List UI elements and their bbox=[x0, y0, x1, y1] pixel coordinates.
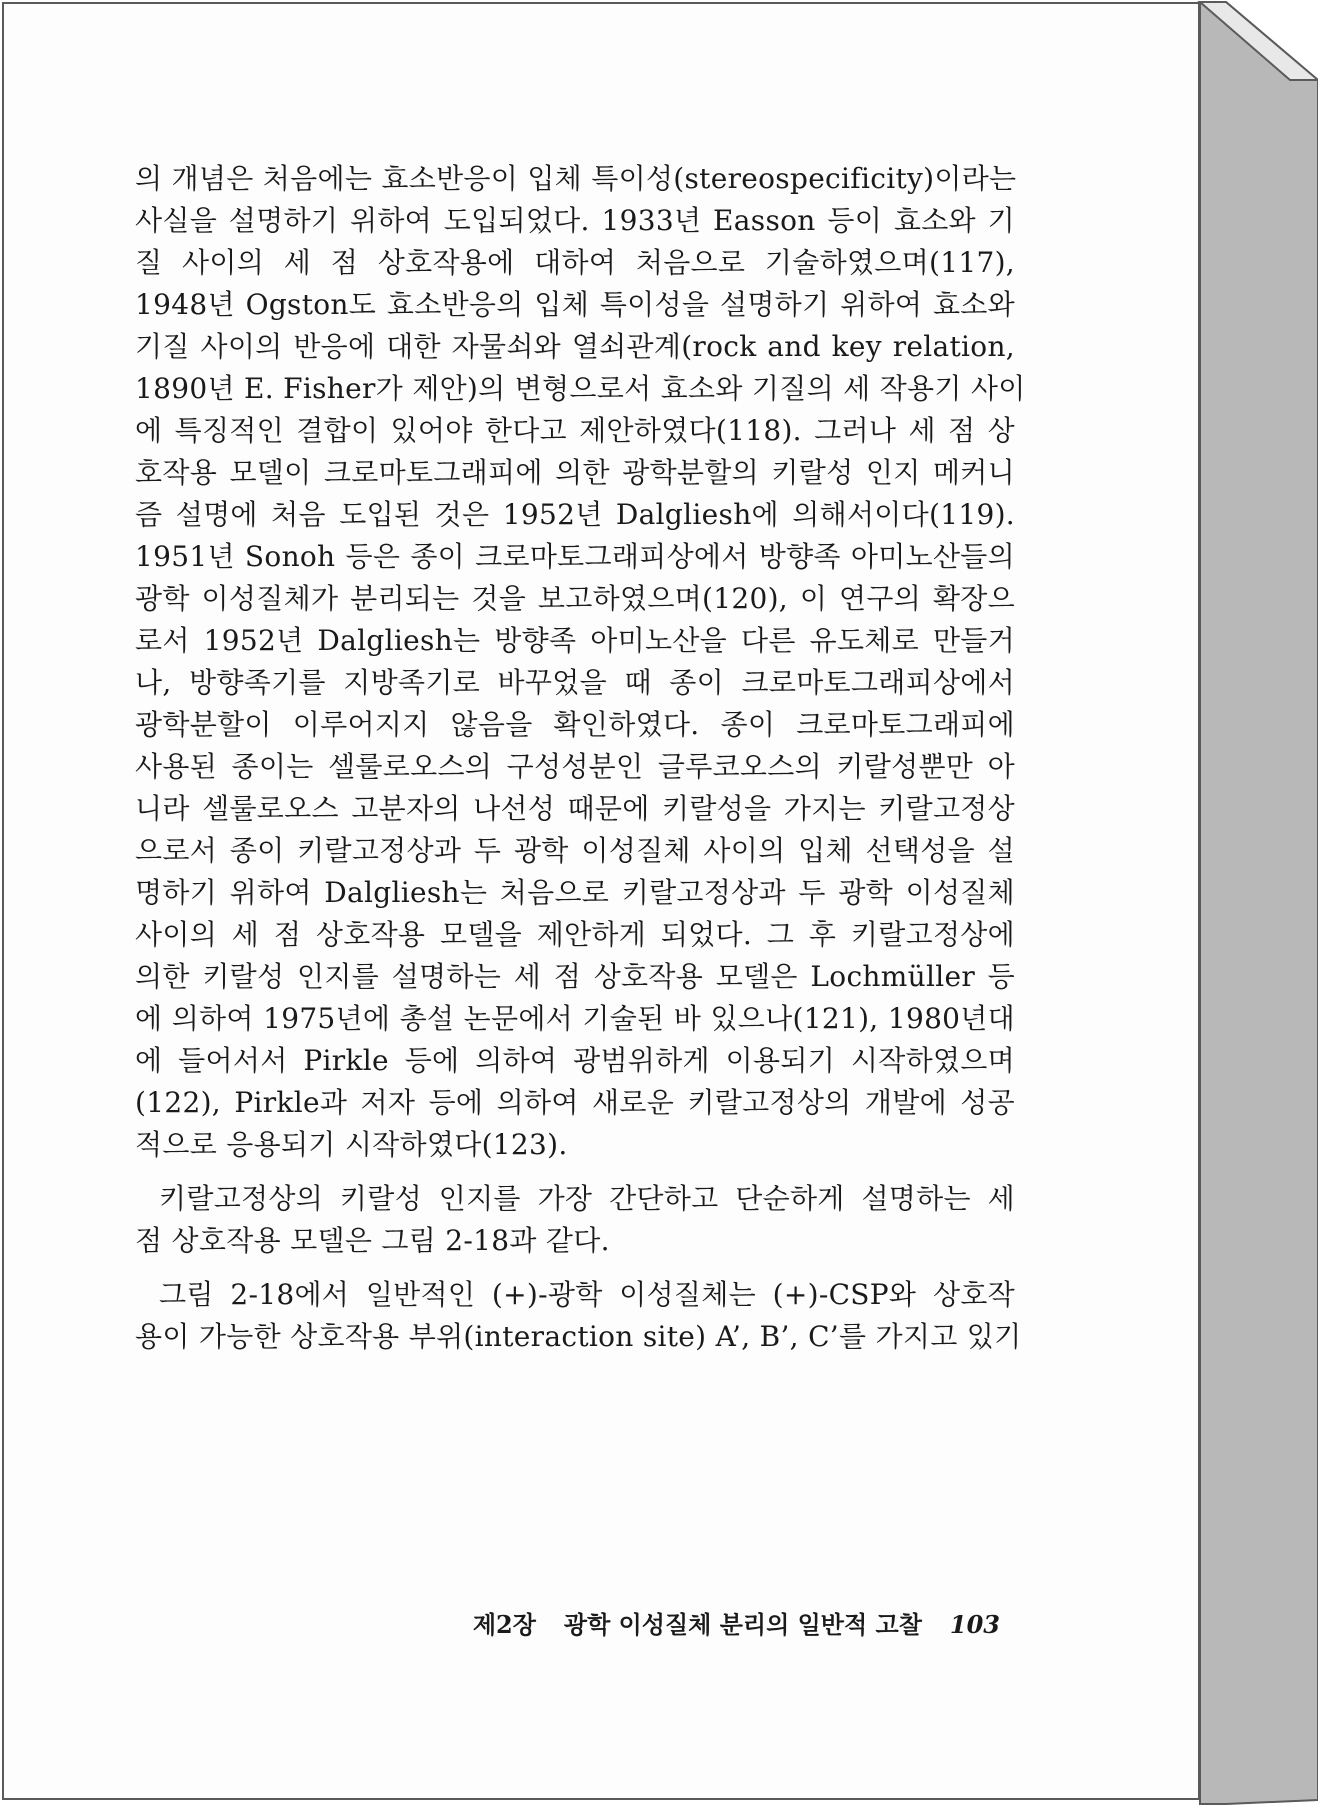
text-line: 호작용 모델이 크로마토그래피에 의한 광학분할의 키랄성 인지 메커니 bbox=[135, 456, 1015, 489]
paragraph-2 bbox=[135, 1178, 1015, 1262]
body-text bbox=[135, 158, 1026, 1358]
text-line: 점 상호작용 모델은 그림 2-18과 같다. bbox=[135, 1224, 610, 1257]
text-line: 적으로 응용되기 시작하였다(123). bbox=[135, 1128, 568, 1161]
text-line: (122), Pirkle과 저자 등에 의하여 새로운 키랄고정상의 개발에 성공 bbox=[135, 1086, 1015, 1119]
running-footer bbox=[440, 1605, 1000, 1645]
text-line: 광학 이성질체가 분리되는 것을 보고하였으며(120), 이 연구의 확장으 bbox=[135, 582, 1015, 615]
text-line: 사이의 세 점 상호작용 모델을 제안하게 되었다. 그 후 키랄고정상에 bbox=[135, 918, 1015, 951]
text-line: 1951년 Sonoh 등은 종이 크로마토그래피상에서 방향족 아미노산들의 bbox=[135, 540, 1015, 573]
text-line: 에 들어서서 Pirkle 등에 의하여 광범위하게 이용되기 시작하였으며 bbox=[135, 1044, 1015, 1077]
text-line: 광학분할이 이루어지지 않음을 확인하였다. 종이 크로마토그래피에 bbox=[135, 708, 1015, 741]
text-line: 에 의하여 1975년에 총설 논문에서 기술된 바 있으나(121), 1980년대 bbox=[135, 1002, 1015, 1035]
text-line: 용이 가능한 상호작용 부위(interaction site) A’, B’, C’를 가지고 있기 bbox=[135, 1320, 1022, 1353]
text-line: 에 특징적인 결합이 있어야 한다고 제안하였다(118). 그러나 세 점 상 bbox=[135, 414, 1015, 447]
text-line: 로서 1952년 Dalgliesh는 방향족 아미노산을 다른 유도체로 만들거 bbox=[135, 624, 1015, 657]
text-line: 명하기 위하여 Dalgliesh는 처음으로 키랄고정상과 두 광학 이성질체 bbox=[135, 876, 1015, 909]
text-line: 그림 2-18에서 일반적인 (+)-광학 이성질체는 (+)-CSP와 상호작 bbox=[159, 1278, 1015, 1311]
text-line: 즘 설명에 처음 도입된 것은 1952년 Dalgliesh에 의해서이다(119). bbox=[135, 498, 1015, 531]
text-line: 의한 키랄성 인지를 설명하는 세 점 상호작용 모델은 Lochmüller 등 bbox=[135, 960, 1015, 993]
chapter-title: 광학 이성질체 분리의 일반적 고찰 bbox=[563, 1610, 922, 1639]
page-number: 103 bbox=[949, 1610, 1000, 1639]
text-line: 의 개념은 처음에는 효소반응이 입체 특이성(stereospecificity)이라는 bbox=[135, 162, 1017, 195]
text-line: 질 사이의 세 점 상호작용에 대하여 처음으로 기술하였으며(117), bbox=[135, 246, 1015, 279]
text-line: 나, 방향족기를 지방족기로 바꾸었을 때 종이 크로마토그래피상에서 bbox=[135, 666, 1015, 699]
text-line: 키랄고정상의 키랄성 인지를 가장 간단하고 단순하게 설명하는 세 bbox=[159, 1182, 1015, 1215]
text-line: 기질 사이의 반응에 대한 자물쇠와 열쇠관계(rock and key relation, bbox=[135, 330, 1015, 363]
text-line: 1948년 Ogston도 효소반응의 입체 특이성을 설명하기 위하여 효소와 bbox=[135, 288, 1015, 321]
chapter-label: 제2장 bbox=[472, 1610, 536, 1639]
text-line: 사실을 설명하기 위하여 도입되었다. 1933년 Easson 등이 효소와 기 bbox=[135, 204, 1015, 237]
text-line: 니라 셀룰로오스 고분자의 나선성 때문에 키랄성을 가지는 키랄고정상 bbox=[135, 792, 1015, 825]
text-line: 으로서 종이 키랄고정상과 두 광학 이성질체 사이의 입체 선택성을 설 bbox=[135, 834, 1015, 867]
text-line: 1890년 E. Fisher가 제안)의 변형으로서 효소와 기질의 세 작용기 사이 bbox=[135, 372, 1026, 405]
paragraph-1 bbox=[135, 158, 1026, 1166]
text-line: 사용된 종이는 셀룰로오스의 구성성분인 글루코오스의 키랄성뿐만 아 bbox=[135, 750, 1015, 783]
paragraph-3 bbox=[135, 1274, 1022, 1358]
